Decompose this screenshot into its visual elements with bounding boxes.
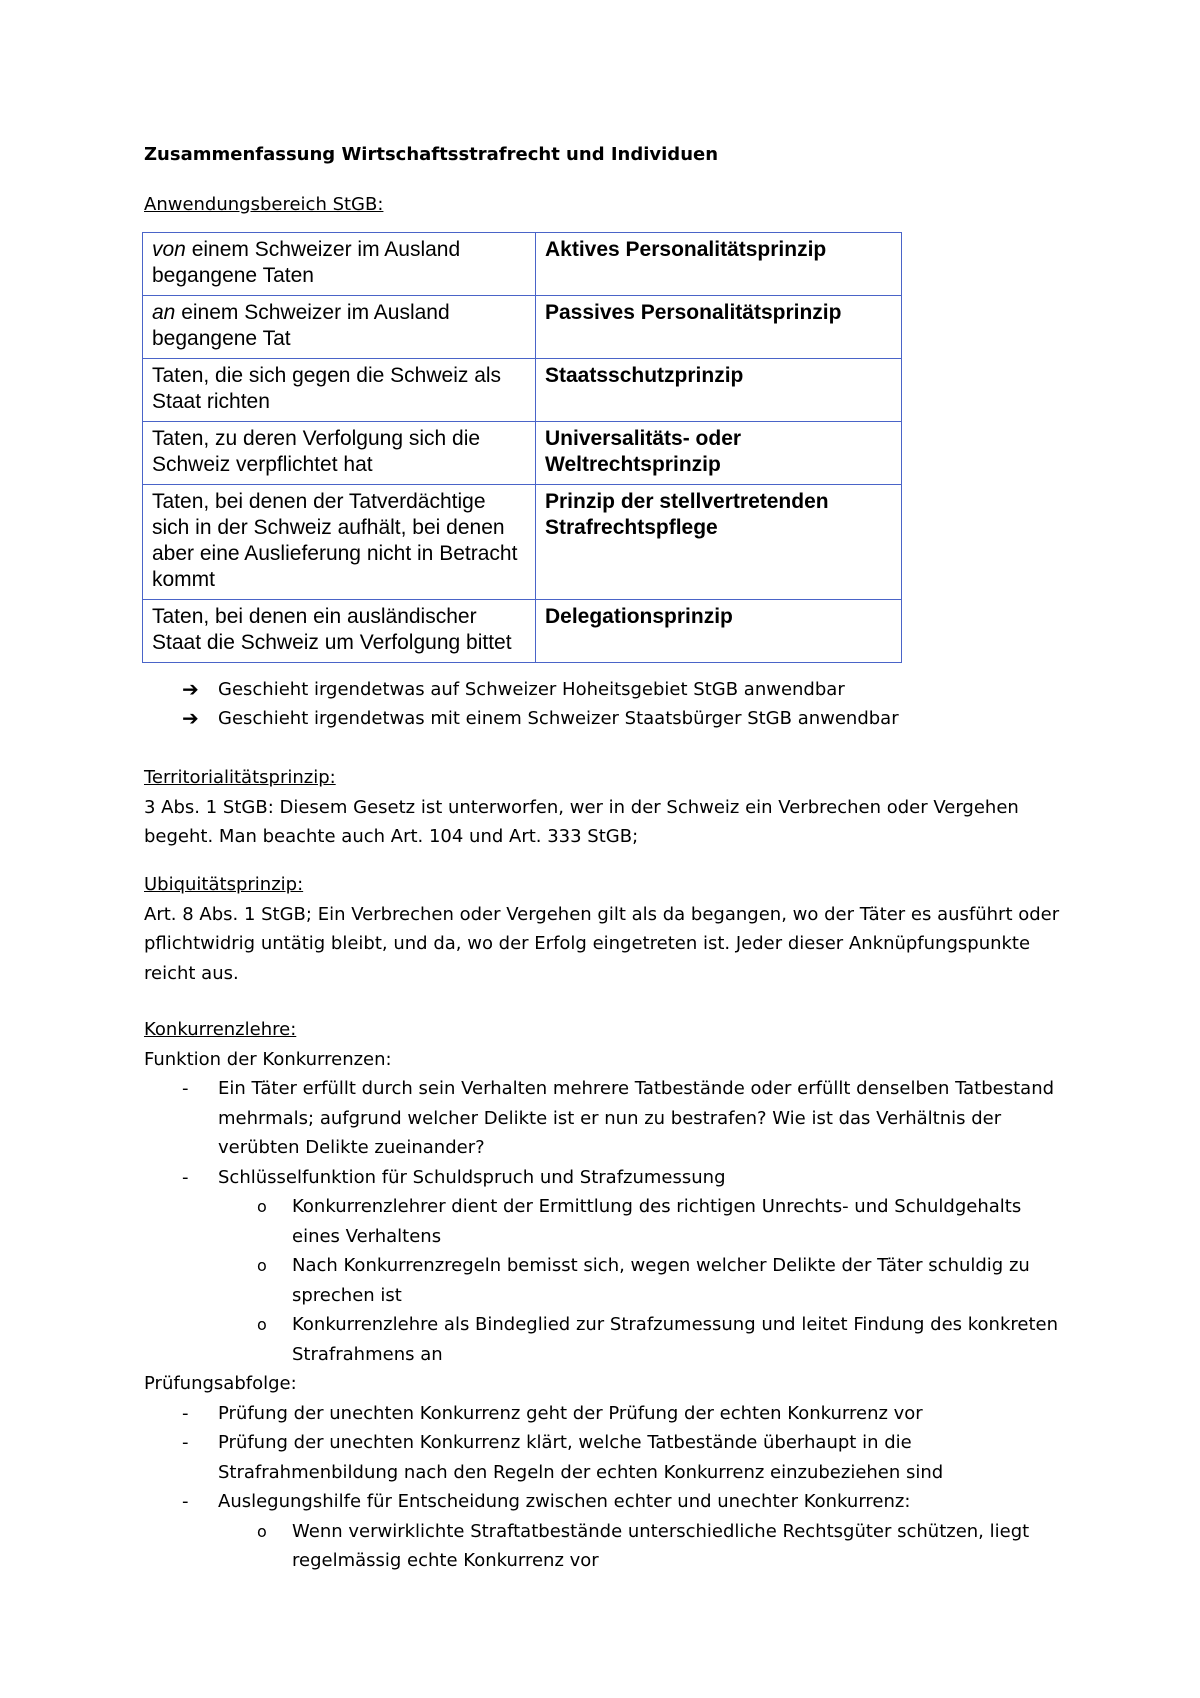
document-page: Zusammenfassung Wirtschaftsstrafrecht und Individuen Anwendungsbereich StGB: von einem Schweizer im Ausland begangene Taten Aktives Personalitätsprinzip an einem Schweizer im Ausland begangene Tat Passives Personalitätsprinzip Taten, die sich gegen die Schweiz als Staat richten Staatsschutzprinzip Taten, zu deren Verfolgung sich die Schweiz verpflichtet hat Universalitäts- oder Weltrechtsprinzip Taten, bei denen der Tatverdächtige sich in der Schweiz aufhält, bei denen aber eine Auslieferung nicht in Betracht kommt Prinzip der stellvertretenden Strafrechtspflege Taten, bei denen ein ausländischer Staat die Schweiz um Verfolgung bittet Delegationsprinzip ➔ Geschieht irgendetwas auf Schweizer Hoheitsgebiet StGB anwendbar ➔ Geschieht irgendetwas mit einem Schweizer Staatsbürger StGB anwendbar Territorialitätsprinzip: 3 Abs. 1 StGB: Diesem Gesetz ist unterworfen, wer in der Schweiz ein Verbrechen oder Vergehen begeht. Man beachte auch Art. 104 und Art. 333 StGB; Ubiquitätsprinzip: Art. 8 Abs. 1 StGB; Ein Verbrechen oder Vergehen gilt als da begangen, wo der Täter es ausführt oder pflichtwidrig untätig bleibt, und da, wo der Erfolg eingetreten ist. Jeder dieser Anknüpfungspunkte reicht aus. Konkurrenzlehre: Funktion der Konkurrenzen: - Ein Täter erfüllt durch sein Verhalten mehrere Tatbestände oder erfüllt denselben Tatbestand mehrmals; aufgrund welcher Delikte ist er nun zu bestrafen? Wie ist das Verhältnis der verübten Delikte zueinander? - Schlüsselfunktion für Schuldspruch und Strafzumessung o Konkurrenzlehrer dient der Ermittlung des richtigen Unrechts- und Schuldgehalts eines Verhaltens o Nach Konkurrenzregeln bemisst sich, wegen welcher Delikte der Täter schuldig zu sprechen ist o Konkurrenzlehre als Bindeglied zur Strafzumessung und leitet Findung des konkreten Strafrahmens an Prüfungsabfolge: - Prüfung der unechten Konkurrenz geht der Prüfung der echten Konkurrenz vor - Prüfung der unechten Konkurrenz klärt, welche Tatbestände überhaupt in die Strafrahmenbildung nach den Regeln der echten Konkurrenz einzubeziehen sind - Auslegungshilfe für Entscheidung zwischen echter und unechter Konkurrenz: o Wenn verwirklichte Straftatbestände unterschiedliche Rechtsgüter schützen, liegt regelmässig echte Konkurrenz vor	[0, 0, 1200, 1698]
dash-bullet: -	[182, 1402, 189, 1424]
table-cell-principle: Delegationsprinzip	[536, 600, 902, 663]
dash-bullet: -	[182, 1491, 189, 1512]
sub-list-item: o Konkurrenzlehrer dient der Ermittlung des richtigen Unrechts- und Schuldgehalts eines Verhaltens	[144, 1192, 1064, 1251]
sub-list-item: o Konkurrenzlehre als Bindeglied zur Strafzumessung und leitet Findung des konkreten Strafrahmens an	[144, 1310, 1064, 1369]
table-cell-description: an einem Schweizer im Ausland begangene Tat	[143, 296, 536, 359]
table-row	[143, 422, 902, 485]
table-row	[143, 233, 902, 296]
table-row	[143, 600, 902, 663]
table-cell-description: Taten, die sich gegen die Schweiz als Staat richten	[143, 359, 536, 422]
function-label: Funktion der Konkurrenzen:	[144, 1048, 392, 1070]
table-cell-description: von einem Schweizer im Ausland begangene Taten	[143, 233, 536, 296]
table-row	[143, 296, 902, 359]
territorial-heading: Territorialitätsprinzip:	[144, 767, 336, 788]
ubiquity-heading: Ubiquitätsprinzip:	[144, 874, 304, 895]
ubiquity-body: Art. 8 Abs. 1 StGB; Ein Verbrechen oder Vergehen gilt als da begangen, wo der Täter es ausführt oder pflichtwidrig untätig bleibt, und da, wo der Erfolg eingetreten ist. Jeder dieser Anknüpfungspunkte reicht aus.	[144, 903, 1060, 984]
dash-bullet: -	[182, 1078, 189, 1099]
circle-bullet: o	[257, 1197, 267, 1216]
sub-list-item: o Wenn verwirklichte Straftatbestände unterschiedliche Rechtsgüter schützen, liegt regelmässig echte Konkurrenz vor	[144, 1517, 1064, 1576]
table-cell-principle: Aktives Personalitätsprinzip	[536, 233, 902, 296]
circle-bullet: o	[257, 1315, 267, 1334]
arrow-right-icon: ➔	[182, 677, 199, 701]
order-label: Prüfungsabfolge:	[144, 1373, 297, 1394]
table-cell-principle: Universalitäts- oder Weltrechtsprinzip	[536, 422, 902, 485]
table-row	[143, 359, 902, 422]
table-cell-principle: Passives Personalitätsprinzip	[536, 296, 902, 359]
territorial-body: 3 Abs. 1 StGB: Diesem Gesetz ist unterworfen, wer in der Schweiz ein Verbrechen oder Vergehen begeht. Man beachte auch Art. 104 und Art. 333 StGB;	[144, 796, 1019, 847]
sub-list-item: o Nach Konkurrenzregeln bemisst sich, wegen welcher Delikte der Täter schuldig zu sprechen ist	[144, 1251, 1064, 1310]
ubiquity-section	[144, 870, 1064, 988]
concurrence-section	[144, 1015, 1064, 1576]
document-title: Zusammenfassung Wirtschaftsstrafrecht und Individuen	[144, 144, 719, 165]
table-cell-principle: Staatsschutzprinzip	[536, 359, 902, 422]
territorial-section	[144, 763, 1064, 852]
circle-bullet: o	[257, 1256, 267, 1275]
list-item: - Auslegungshilfe für Entscheidung zwischen echter und unechter Konkurrenz:	[144, 1487, 1064, 1517]
list-item: - Prüfung der unechten Konkurrenz klärt, welche Tatbestände überhaupt in die Strafrahmenbildung nach den Regeln der echten Konkurrenz einzubeziehen sind	[144, 1428, 1064, 1487]
table-cell-description: Taten, bei denen der Tatverdächtige sich in der Schweiz aufhält, bei denen aber eine Auslieferung nicht in Betracht kommt	[143, 485, 536, 600]
scope-table	[142, 232, 902, 663]
table-cell-description: Taten, zu deren Verfolgung sich die Schweiz verpflichtet hat	[143, 422, 536, 485]
list-item: - Prüfung der unechten Konkurrenz geht der Prüfung der echten Konkurrenz vor	[144, 1399, 1064, 1429]
scope-heading: Anwendungsbereich StGB:	[144, 194, 384, 215]
table-cell-description: Taten, bei denen ein ausländischer Staat die Schweiz um Verfolgung bittet	[143, 600, 536, 663]
list-item: - Ein Täter erfüllt durch sein Verhalten mehrere Tatbestände oder erfüllt denselben Tatbestand mehrmals; aufgrund welcher Delikte ist er nun zu bestrafen? Wie ist das Verhältnis der verübten Delikte zueinander?	[144, 1074, 1064, 1163]
table-row	[143, 485, 902, 600]
arrow-right-icon: ➔	[182, 706, 199, 730]
concurrence-heading: Konkurrenzlehre:	[144, 1019, 297, 1040]
circle-bullet: o	[257, 1521, 267, 1541]
dash-bullet: -	[182, 1166, 189, 1188]
table-cell-principle: Prinzip der stellvertretenden Strafrechtspflege	[536, 485, 902, 600]
list-item: - Schlüsselfunktion für Schuldspruch und Strafzumessung	[144, 1163, 1064, 1193]
dash-bullet: -	[182, 1432, 189, 1453]
